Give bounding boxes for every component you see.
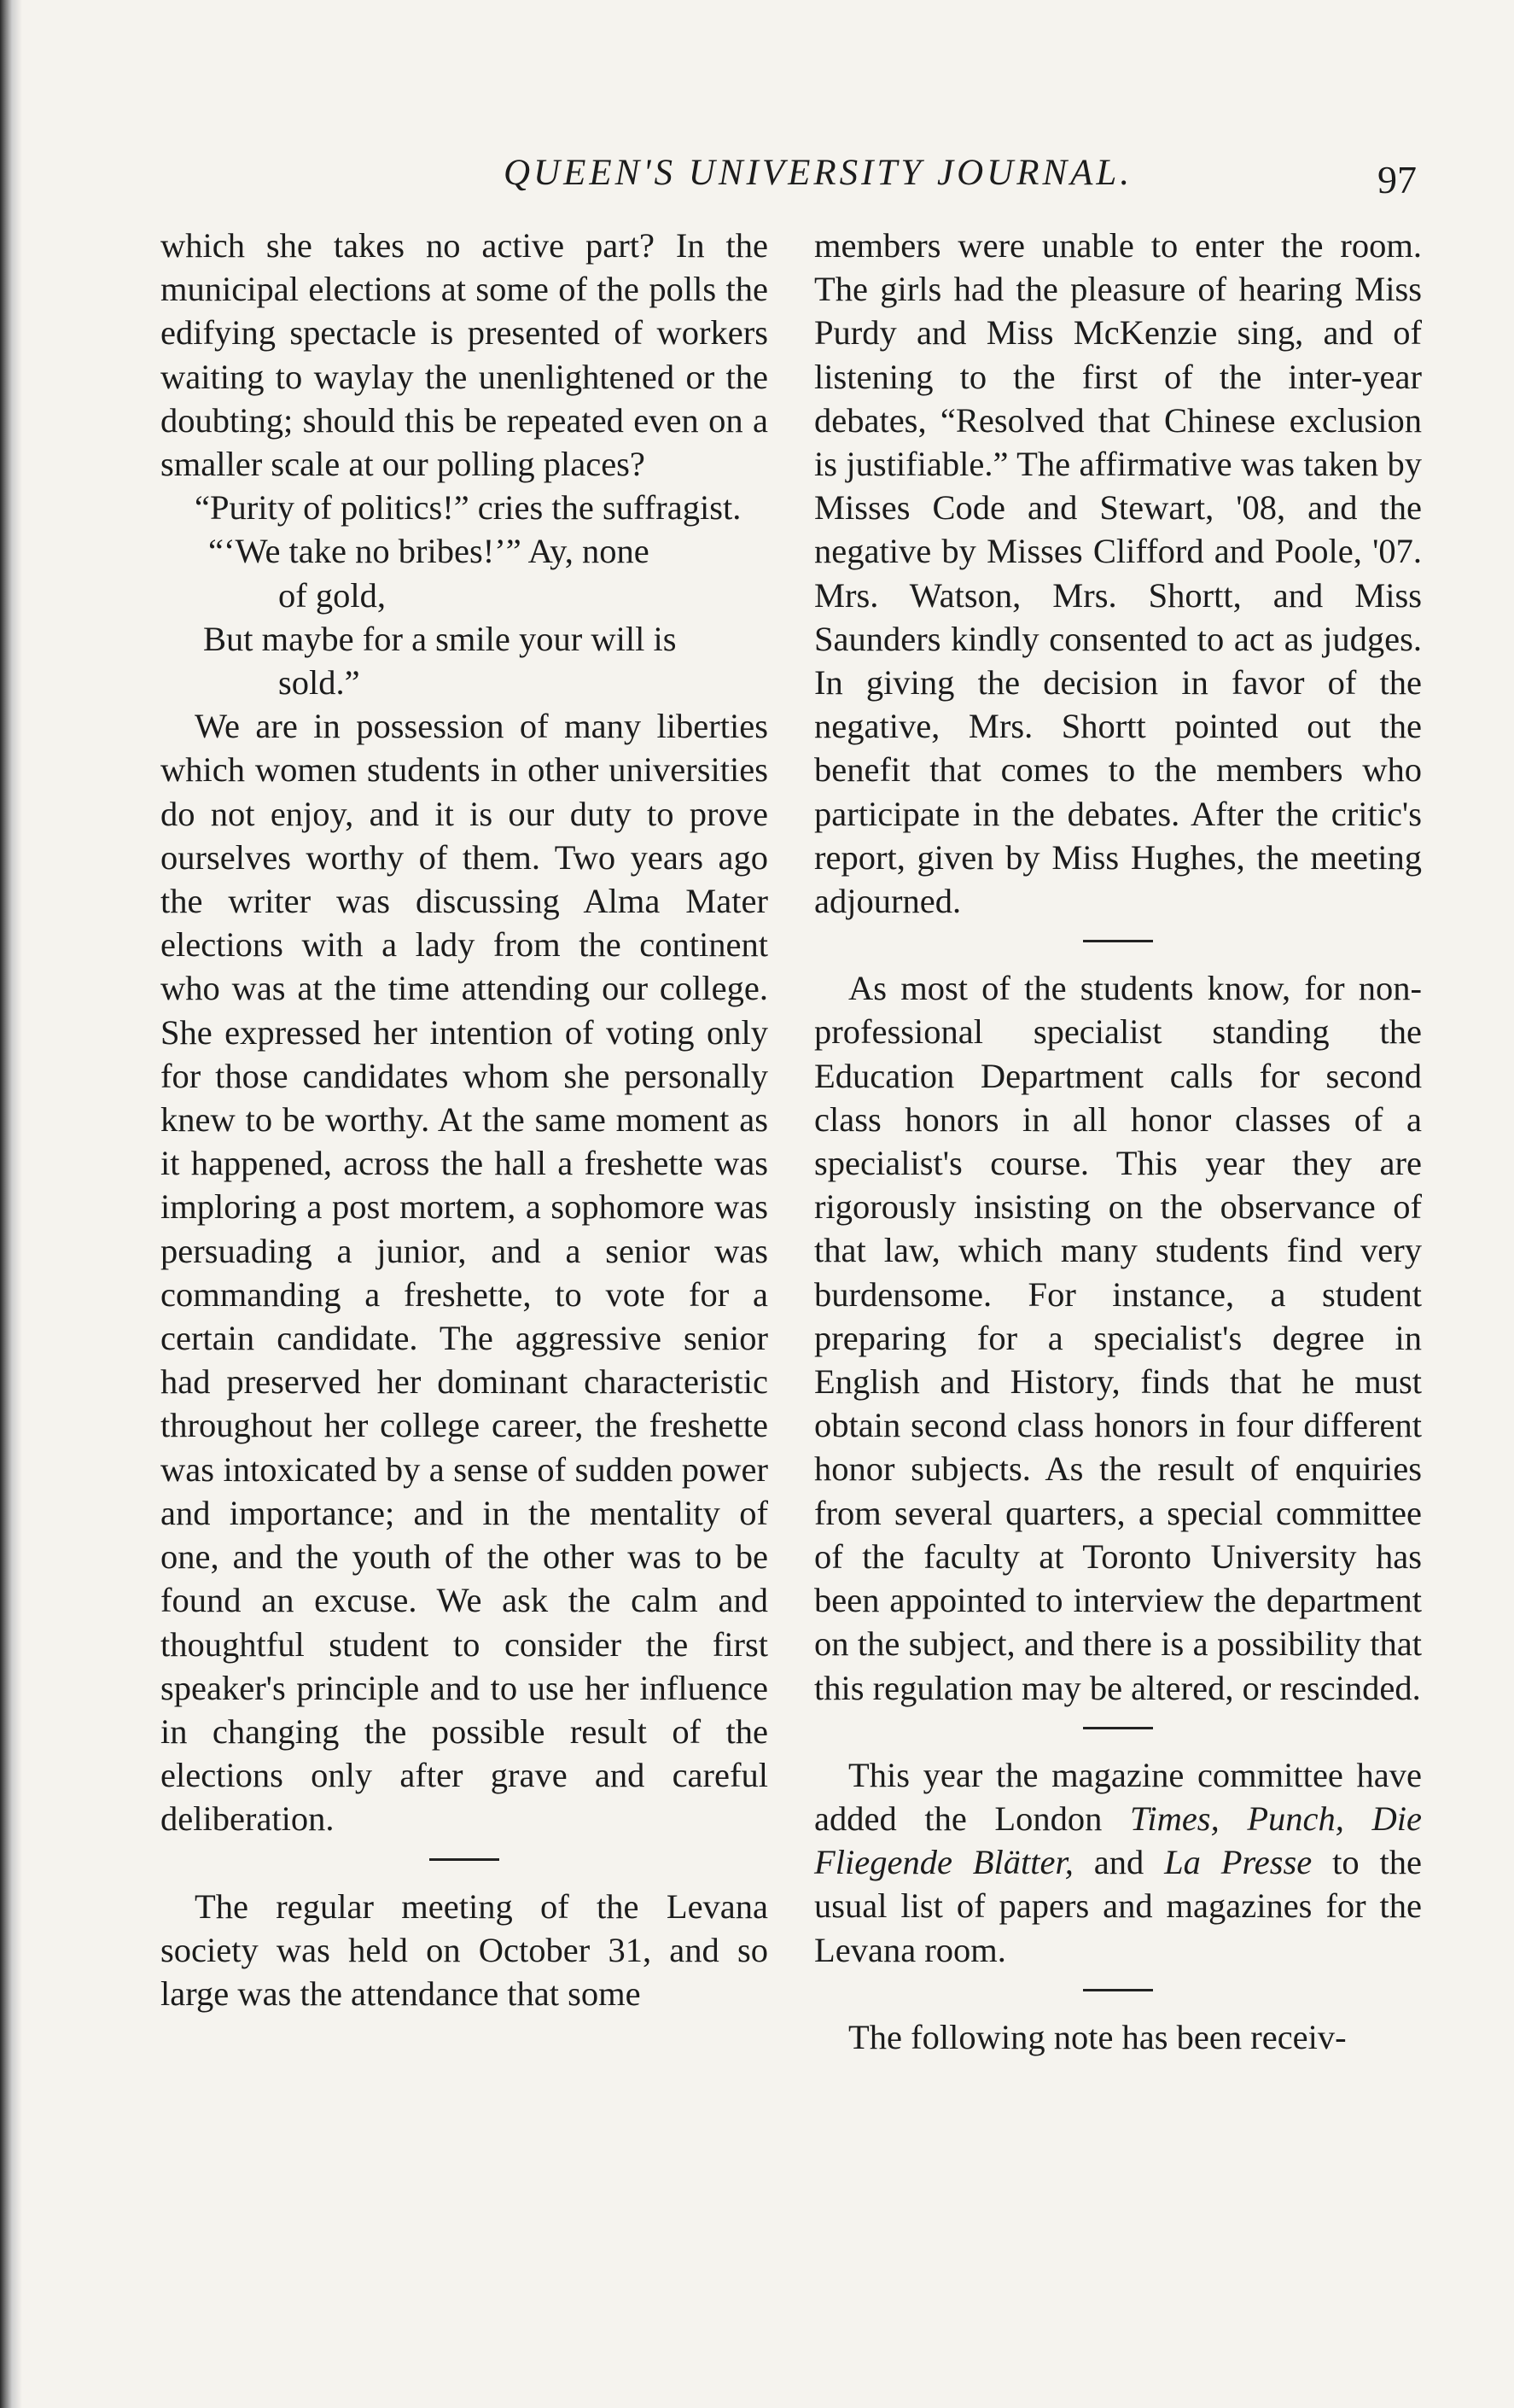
- verse-quote: [160, 529, 768, 704]
- section-divider: [1083, 1727, 1153, 1729]
- page-number: 97: [1377, 158, 1417, 201]
- verse-line-1: “‘We take no bribes!’” Ay, none: [208, 532, 649, 571]
- running-title: QUEEN'S UNIVERSITY JOURNAL.: [504, 153, 1133, 193]
- right-paragraph-1: members were unable to enter the room. The girls had the pleasure of hearing Miss Purdy and Miss McKenzie sing, and of listening to the first of the inter-year debates, “Resolved that Chinese exclusion is justifiable.” The affirmative was taken by Misses Code and Stewart, '08, and the negative by Misses Clifford and Poole, '07. Mrs. Watson, Mrs. Shortt, and Miss Saunders kindly consented to act as judges. In giving the decision in favor of the negative, Mrs. Shortt pointed out the benefit that comes to the members who participate in the debates. After the critic's report, given by Miss Hughes, the meeting adjourned.: [814, 226, 1422, 921]
- section-divider: [1083, 940, 1153, 942]
- verse-line-2: of gold,: [278, 575, 386, 615]
- section-divider: [1083, 1989, 1153, 1991]
- left-column: [160, 224, 768, 2015]
- binding-edge: [0, 0, 22, 2408]
- left-paragraph-2: “Purity of politics!” cries the suffragist.: [195, 488, 742, 528]
- periodical-titles: Times, Punch, Die Fliegende Blätter,: [814, 1799, 1423, 1882]
- right-paragraph-2: As most of the students know, for non-professional specialist standing the Education Department calls for second class honors in all honor classes of a specialist's course. This year they are rigorously insisting on the observance of that law, which many students find very burdensome. For instance, a student preparing for a specialist's degree in English and History, finds that he must obtain second class honors in four different honor subjects. As the result of enquiries from several quarters, a special committee of the faculty at Toronto University has been appointed to interview the department on the subject, and there is a possibility that this regulation may be altered, or rescinded.: [814, 969, 1422, 1707]
- right-paragraph-4: The following note has been receiv-: [848, 2017, 1347, 2056]
- verse-line-4: sold.”: [278, 663, 360, 703]
- page-header: [162, 152, 1417, 212]
- left-paragraph-4: The regular meeting of the Levana society was held on October 31, and so large was the attendance that some: [160, 1886, 768, 2013]
- text-segment: and: [1073, 1843, 1165, 1882]
- left-paragraph-3: We are in possession of many liberties which women students in other universities do not enjoy, and it is our duty to prove ourselves worthy of them. Two years ago the writer was discussing Alma Mater elections with a lady from the continent who was at the time attending our college. She expressed her intention of voting only for those candidates whom she personally knew to be worthy. At the same moment as it happened, across the hall a freshette was imploring a post mortem, a sophomore was persuading a junior, and a senior was commanding a freshette, to vote for a certain candidate. The aggressive senior had preserved her dominant characteristic throughout her college career, the freshette was intoxicated by a sense of sudden power and importance; and in the mentality of one, and the youth of the other was to be found an excuse. We ask the calm and thoughtful student to consider the first speaker's principle and to use her influence in changing the possible result of the elections only after grave and careful deliberation.: [160, 707, 768, 1839]
- text-segment: to the usual list of papers and magazines for the Levana room.: [814, 1843, 1423, 1969]
- periodical-title: La Presse: [1164, 1843, 1313, 1882]
- right-column: [814, 224, 1422, 2059]
- section-divider: [429, 1858, 499, 1861]
- left-paragraph-1: which she takes no active part? In the municipal elections at some of the polls the edifying spectacle is presented of workers waiting to waylay the unenlightened or the doubting; should this be repeated even on a smaller scale at our polling places?: [160, 226, 768, 484]
- text-segment: This year the magazine committee have added the London: [814, 1755, 1422, 1838]
- verse-line-3: But maybe for a smile your will is: [203, 619, 677, 658]
- right-paragraph-3: [814, 1753, 1422, 1972]
